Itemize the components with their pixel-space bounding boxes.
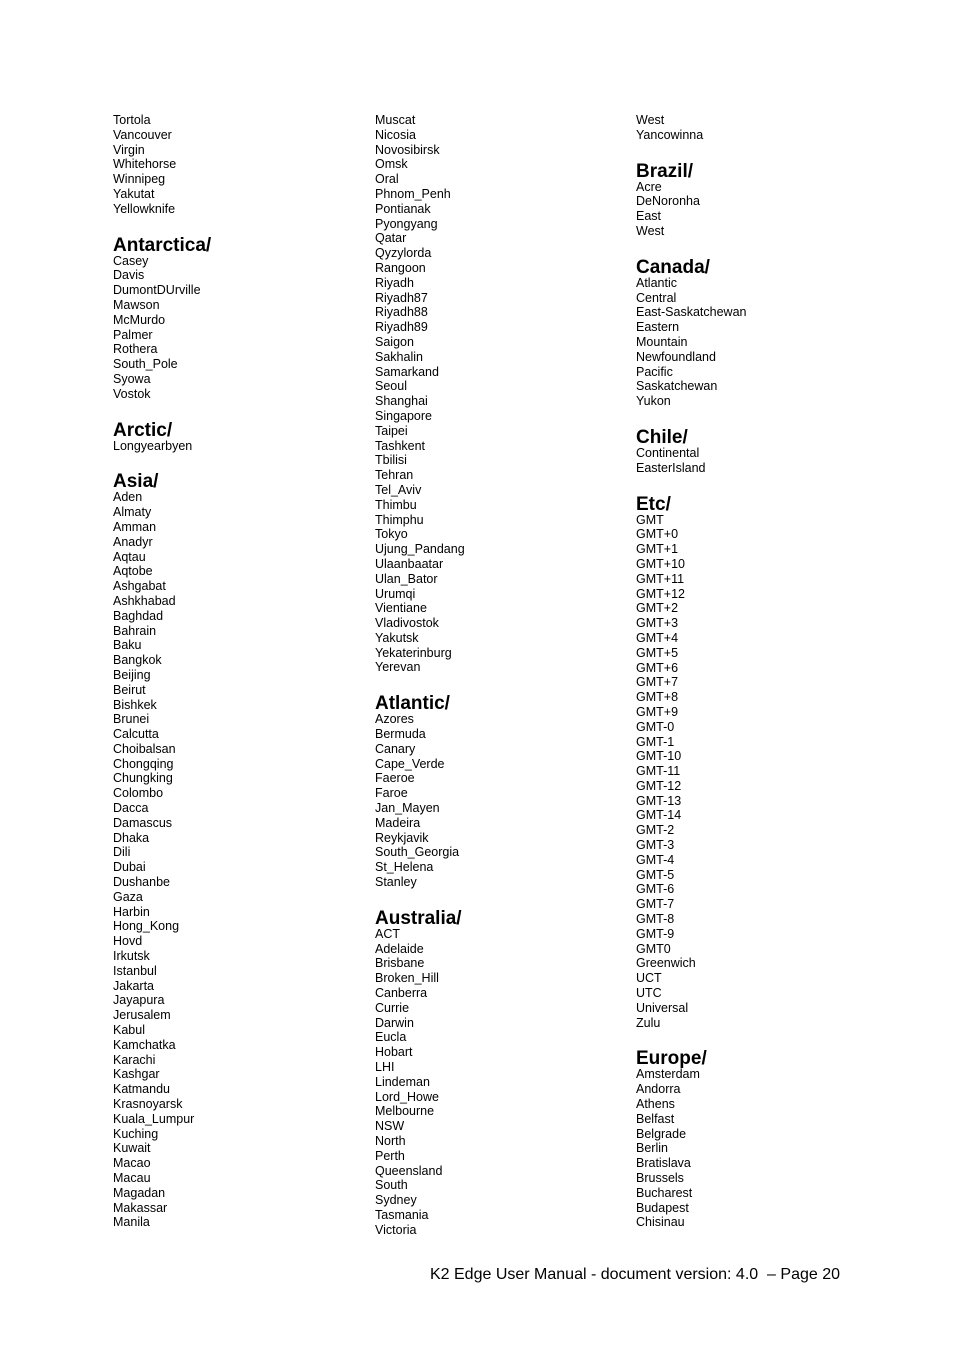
- timezone-entry: Adelaide: [375, 941, 424, 956]
- timezone-entry: Jan_Mayen: [375, 801, 440, 816]
- timezone-entry: Melbourne: [375, 1104, 435, 1119]
- timezone-entry: Syowa: [113, 371, 151, 386]
- timezone-entry: Atlantic: [636, 275, 677, 290]
- timezone-entry: DumontDUrville: [113, 283, 201, 298]
- timezone-group: [636, 428, 876, 476]
- timezone-entry: Phnom_Penh: [375, 186, 451, 201]
- timezone-entry: Thimphu: [375, 512, 424, 527]
- timezone-entry: Acre: [636, 179, 662, 194]
- timezone-entry: Shanghai: [375, 394, 428, 409]
- timezone-entry: Casey: [113, 253, 149, 268]
- timezone-entry: Kuwait: [113, 1141, 151, 1156]
- timezone-entry: GMT+3: [636, 616, 679, 631]
- timezone-entry: Anadyr: [113, 534, 153, 549]
- timezone-entry: GMT-5: [636, 867, 675, 882]
- timezone-entry: Tbilisi: [375, 453, 407, 468]
- timezone-entry: Bermuda: [375, 727, 426, 742]
- timezone-entry: Aqtobe: [113, 564, 153, 579]
- timezone-group: [113, 421, 353, 454]
- timezone-entry: Stanley: [375, 875, 417, 890]
- timezone-entry: Kuching: [113, 1126, 159, 1141]
- timezone-entry: Beirut: [113, 682, 146, 697]
- timezone-entry: Kuala_Lumpur: [113, 1111, 195, 1126]
- timezone-entry: Canberra: [375, 986, 428, 1001]
- timezone-entry: Bangkok: [113, 653, 162, 668]
- timezone-entry: Athens: [636, 1097, 675, 1112]
- timezone-entry: Seoul: [375, 379, 407, 394]
- timezone-entry: Cape_Verde: [375, 756, 445, 771]
- timezone-entry: Riyadh89: [375, 320, 428, 335]
- timezone-entry: Chungking: [113, 771, 173, 786]
- timezone-entry: Choibalsan: [113, 741, 176, 756]
- timezone-entry: Zulu: [636, 1015, 661, 1030]
- timezone-entry: GMT-1: [636, 734, 675, 749]
- timezone-entry: GMT-4: [636, 852, 675, 867]
- page-footer: K2 Edge User Manual - document version: 4.0 – Page 20: [429, 1266, 840, 1283]
- timezone-entry: Queensland: [375, 1163, 443, 1178]
- timezone-entry: GMT-7: [636, 897, 675, 912]
- timezone-entry: Brunei: [113, 712, 150, 727]
- timezone-entry: Yakutsk: [375, 630, 419, 645]
- timezone-entry: UCT: [636, 971, 662, 986]
- timezone-entry: West: [636, 223, 665, 238]
- timezone-entry: Eastern: [636, 320, 680, 335]
- timezone-entry: Azores: [375, 712, 414, 727]
- timezone-entry: Aden: [113, 490, 143, 505]
- timezone-entry: Dhaka: [113, 830, 150, 845]
- timezone-entry: GMT-11: [636, 764, 681, 779]
- timezone-entry: Mawson: [113, 297, 160, 312]
- timezone-entry: Belgrade: [636, 1126, 687, 1141]
- timezone-entry: Baghdad: [113, 608, 164, 623]
- timezone-entry: NSW: [375, 1119, 405, 1134]
- timezone-group: [375, 694, 615, 890]
- timezone-entry: North: [375, 1134, 406, 1148]
- timezone-entry: Yukon: [636, 394, 671, 409]
- timezone-entry: Currie: [375, 1000, 410, 1015]
- timezone-entry: Perth: [375, 1148, 405, 1163]
- timezone-entry: GMT+11: [636, 571, 685, 586]
- timezone-group: [375, 909, 615, 1238]
- timezone-entry: Dubai: [113, 860, 146, 875]
- timezone-entry: Jayapura: [113, 993, 165, 1008]
- timezone-entry: Jakarta: [113, 978, 154, 993]
- timezone-entry: Bratislava: [636, 1156, 691, 1171]
- timezone-entry: Yerevan: [375, 660, 421, 675]
- timezone-entry: Vientiane: [375, 601, 427, 616]
- timezone-entry: Riyadh88: [375, 305, 428, 320]
- timezone-entry: Bahrain: [113, 623, 157, 638]
- timezone-entry: Newfoundland: [636, 349, 716, 364]
- region-heading: Asia/: [113, 471, 159, 493]
- timezone-entry: GMT-3: [636, 838, 675, 853]
- timezone-column-3: [636, 113, 876, 1230]
- timezone-entry: GMT+7: [636, 675, 679, 690]
- timezone-entry: Longyearbyen: [113, 438, 193, 453]
- timezone-entry: DeNoronha: [636, 194, 700, 209]
- timezone-column-1: [113, 113, 353, 1230]
- timezone-entry: Amsterdam: [636, 1067, 700, 1082]
- timezone-entry: Samarkand: [375, 364, 439, 379]
- timezone-entry: East: [636, 209, 662, 224]
- timezone-entry: Urumqi: [375, 586, 416, 601]
- timezone-entry: Harbin: [113, 904, 150, 919]
- timezone-entry: EasterIsland: [636, 460, 706, 475]
- timezone-entry: GMT-2: [636, 823, 675, 838]
- timezone-entry: Tortola: [113, 113, 151, 127]
- timezone-entry: Darwin: [375, 1015, 414, 1030]
- timezone-entry: Kamchatka: [113, 1037, 176, 1052]
- timezone-entry: Jerusalem: [113, 1008, 171, 1023]
- timezone-entry: St_Helena: [375, 860, 434, 875]
- timezone-entry: GMT+12: [636, 586, 685, 601]
- timezone-entry: Magadan: [113, 1185, 166, 1200]
- timezone-entry: Nicosia: [375, 127, 416, 142]
- timezone-entry: Madeira: [375, 815, 421, 830]
- timezone-entry: Brisbane: [375, 956, 425, 971]
- timezone-entry: Aqtau: [113, 549, 146, 564]
- timezone-entry: Rangoon: [375, 260, 426, 275]
- timezone-entry: Davis: [113, 268, 145, 283]
- region-heading: Etc/: [636, 493, 671, 515]
- timezone-entry: Canary: [375, 741, 416, 756]
- timezone-entry: Chongqing: [113, 756, 174, 771]
- timezone-entry: Palmer: [113, 327, 153, 342]
- timezone-entry: Karachi: [113, 1052, 156, 1067]
- timezone-entry: Pyongyang: [375, 216, 438, 231]
- timezone-entry: Hovd: [113, 934, 143, 949]
- timezone-entry: GMT-9: [636, 926, 675, 941]
- timezone-entry: Vladivostok: [375, 616, 439, 631]
- timezone-entry: GMT-0: [636, 719, 675, 734]
- region-heading: Australia/: [375, 907, 462, 929]
- timezone-entry: GMT+2: [636, 601, 679, 616]
- timezone-entry: Beijing: [113, 667, 151, 682]
- timezone-entry: GMT+1: [636, 542, 679, 557]
- timezone-entry: Tasmania: [375, 1207, 429, 1222]
- timezone-entry: Lord_Howe: [375, 1089, 439, 1104]
- timezone-group: [636, 113, 876, 143]
- timezone-entry: Victoria: [375, 1222, 417, 1237]
- timezone-entry: LHI: [375, 1060, 395, 1075]
- timezone-entry: Riyadh87: [375, 290, 428, 305]
- timezone-entry: Gaza: [113, 889, 143, 904]
- timezone-entry: Whitehorse: [113, 157, 177, 172]
- timezone-entry: Mountain: [636, 334, 688, 349]
- timezone-entry: GMT+0: [636, 527, 679, 542]
- timezone-entry: GMT-13: [636, 793, 682, 808]
- timezone-entry: Chisinau: [636, 1215, 685, 1230]
- timezone-entry: South_Georgia: [375, 845, 460, 860]
- timezone-entry: Saskatchewan: [636, 379, 718, 394]
- region-heading: Arctic/: [113, 419, 173, 441]
- timezone-group: [636, 258, 876, 409]
- timezone-entry: GMT-6: [636, 882, 675, 897]
- timezone-entry: Novosibirsk: [375, 142, 440, 157]
- timezone-entry: GMT+4: [636, 630, 679, 645]
- timezone-entry: GMT0: [636, 941, 671, 956]
- timezone-entry: West: [636, 113, 665, 127]
- region-heading: Canada/: [636, 256, 710, 278]
- timezone-entry: Makassar: [113, 1200, 168, 1215]
- timezone-entry: Reykjavik: [375, 830, 429, 845]
- timezone-group: [636, 495, 876, 1031]
- timezone-entry: Central: [636, 290, 677, 305]
- timezone-entry: Pontianak: [375, 201, 431, 216]
- timezone-entry: Eucla: [375, 1030, 407, 1045]
- timezone-entry: Calcutta: [113, 727, 159, 742]
- timezone-entry: Brussels: [636, 1171, 684, 1186]
- timezone-group: [113, 236, 353, 402]
- timezone-entry: Tel_Aviv: [375, 482, 422, 497]
- timezone-entry: Broken_Hill: [375, 971, 439, 986]
- timezone-entry: GMT-10: [636, 749, 682, 764]
- timezone-entry: Oral: [375, 172, 399, 187]
- timezone-entry: Macau: [113, 1171, 151, 1185]
- timezone-entry: Ulan_Bator: [375, 571, 438, 586]
- timezone-entry: Omsk: [375, 157, 408, 172]
- timezone-entry: Ujung_Pandang: [375, 542, 465, 557]
- timezone-entry: GMT+8: [636, 690, 679, 705]
- timezone-entry: Bishkek: [113, 697, 157, 712]
- timezone-group: [636, 162, 876, 239]
- timezone-entry: Kashgar: [113, 1067, 160, 1082]
- timezone-entry: Kabul: [113, 1023, 145, 1038]
- timezone-entry: GMT+5: [636, 645, 679, 660]
- timezone-entry: Lindeman: [375, 1074, 430, 1089]
- timezone-entry: Hobart: [375, 1045, 413, 1060]
- timezone-group: [375, 113, 615, 675]
- timezone-entry: Almaty: [113, 505, 152, 520]
- timezone-entry: Katmandu: [113, 1082, 170, 1097]
- timezone-entry: Belfast: [636, 1111, 675, 1126]
- timezone-entry: Colombo: [113, 786, 164, 801]
- region-heading: Europe/: [636, 1048, 707, 1070]
- timezone-entry: Krasnoyarsk: [113, 1097, 183, 1112]
- timezone-entry: Qyzylorda: [375, 246, 432, 261]
- timezone-entry: Budapest: [636, 1200, 689, 1215]
- timezone-entry: Ashkhabad: [113, 593, 176, 608]
- timezone-entry: GMT+10: [636, 556, 685, 571]
- timezone-entry: Qatar: [375, 231, 407, 246]
- timezone-entry: ACT: [375, 926, 400, 941]
- timezone-entry: Vostok: [113, 386, 151, 401]
- timezone-entry: South: [375, 1178, 408, 1193]
- timezone-column-2: [375, 113, 615, 1238]
- timezone-entry: GMT: [636, 512, 664, 527]
- timezone-entry: Tokyo: [375, 527, 408, 542]
- timezone-group: [113, 113, 353, 217]
- timezone-entry: Bucharest: [636, 1185, 693, 1200]
- timezone-entry: Yekaterinburg: [375, 645, 452, 660]
- timezone-entry: Manila: [113, 1215, 150, 1230]
- timezone-entry: Greenwich: [636, 956, 696, 971]
- timezone-entry: Continental: [636, 445, 700, 460]
- timezone-entry: GMT+6: [636, 660, 679, 675]
- timezone-entry: Amman: [113, 519, 157, 534]
- timezone-entry: Muscat: [375, 113, 416, 127]
- timezone-entry: South_Pole: [113, 357, 178, 372]
- timezone-entry: Faroe: [375, 786, 408, 801]
- timezone-entry: Ulaanbaatar: [375, 556, 444, 571]
- timezone-entry: UTC: [636, 986, 662, 1001]
- timezone-entry: Saigon: [375, 334, 414, 349]
- timezone-entry: Dacca: [113, 801, 149, 816]
- region-heading: Brazil/: [636, 160, 694, 182]
- timezone-group: [636, 1049, 876, 1230]
- timezone-entry: Sydney: [375, 1193, 417, 1208]
- timezone-entry: GMT+9: [636, 704, 679, 719]
- timezone-entry: Yakutat: [113, 186, 155, 201]
- timezone-entry: Tashkent: [375, 438, 426, 453]
- region-heading: Atlantic/: [375, 693, 450, 715]
- timezone-entry: Sakhalin: [375, 349, 423, 364]
- timezone-entry: Taipei: [375, 423, 408, 438]
- timezone-entry: Irkutsk: [113, 949, 150, 964]
- timezone-entry: Damascus: [113, 815, 173, 830]
- timezone-entry: Faeroe: [375, 771, 415, 786]
- timezone-entry: Andorra: [636, 1082, 681, 1097]
- timezone-entry: Thimbu: [375, 497, 417, 512]
- timezone-entry: Universal: [636, 1000, 689, 1015]
- timezone-entry: Rothera: [113, 342, 158, 357]
- timezone-entry: Yancowinna: [636, 127, 704, 142]
- timezone-entry: Singapore: [375, 408, 432, 423]
- timezone-entry: GMT-12: [636, 778, 682, 793]
- timezone-entry: Hong_Kong: [113, 919, 180, 934]
- timezone-entry: Riyadh: [375, 275, 414, 290]
- timezone-group: [113, 472, 353, 1230]
- timezone-entry: Winnipeg: [113, 172, 166, 187]
- timezone-entry: Baku: [113, 638, 142, 653]
- timezone-entry: GMT-14: [636, 808, 682, 823]
- region-heading: Chile/: [636, 426, 688, 448]
- timezone-entry: Berlin: [636, 1141, 668, 1156]
- timezone-entry: Istanbul: [113, 963, 157, 978]
- timezone-entry: Dili: [113, 845, 131, 860]
- timezone-entry: Macao: [113, 1156, 151, 1171]
- timezone-entry: Pacific: [636, 364, 673, 379]
- region-heading: Antarctica/: [113, 234, 212, 256]
- timezone-entry: GMT-8: [636, 912, 675, 927]
- timezone-entry: East-Saskatchewan: [636, 305, 747, 320]
- timezone-entry: Virgin: [113, 142, 145, 157]
- timezone-entry: Yellowknife: [113, 201, 176, 216]
- timezone-entry: Dushanbe: [113, 875, 170, 890]
- timezone-entry: Tehran: [375, 468, 414, 483]
- timezone-entry: McMurdo: [113, 312, 166, 327]
- timezone-entry: Vancouver: [113, 127, 172, 142]
- timezone-entry: Ashgabat: [113, 579, 166, 594]
